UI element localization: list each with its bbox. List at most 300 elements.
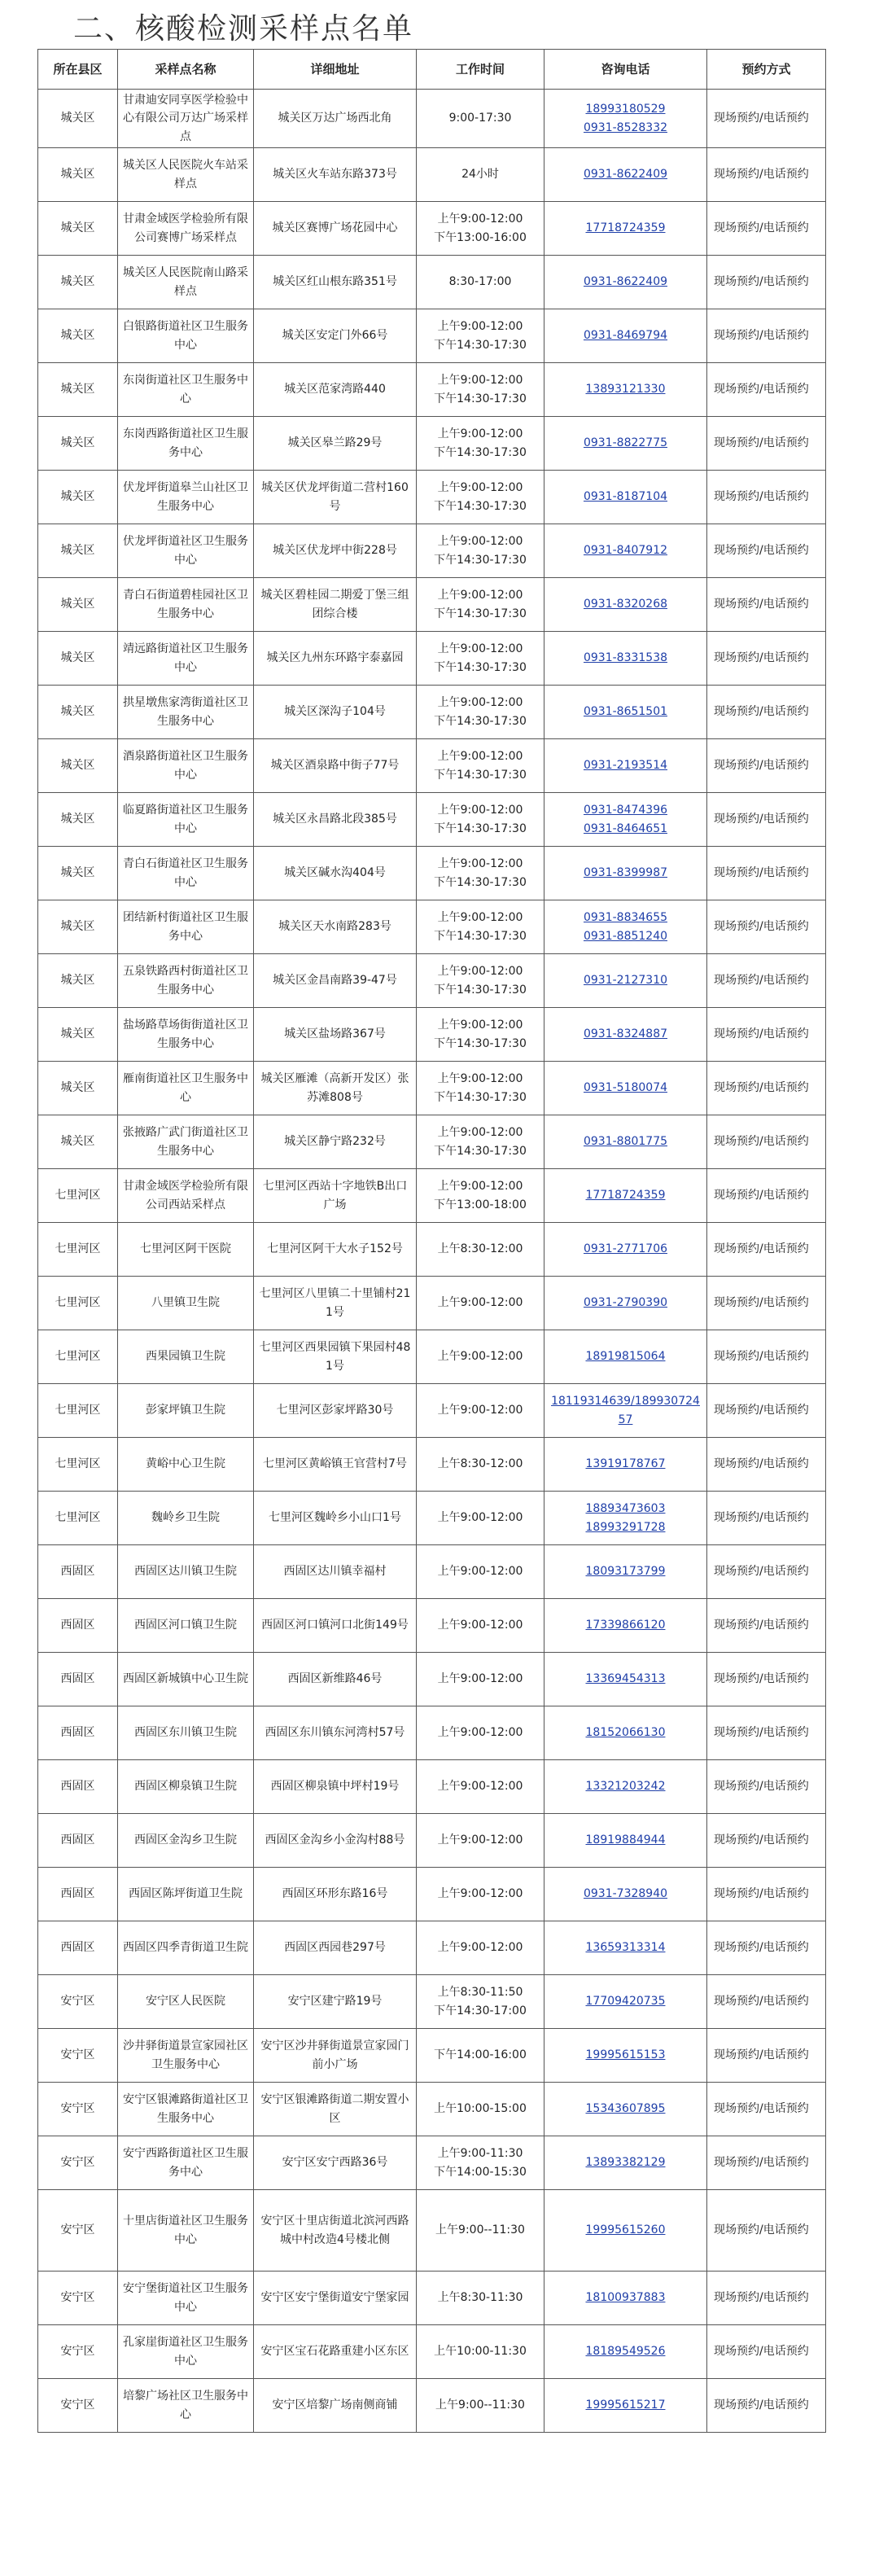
cell-site-name: 西固区新城镇中心卫生院 bbox=[118, 1653, 254, 1706]
cell-district: 城关区 bbox=[38, 524, 118, 578]
hours-line: 上午9:00-12:00 bbox=[437, 857, 523, 871]
phone-link[interactable]: 0931-8407912 bbox=[583, 544, 668, 558]
phone-link[interactable]: 0931-2790390 bbox=[583, 1296, 668, 1310]
table-row bbox=[38, 1814, 826, 1868]
phone-link[interactable]: 18919884944 bbox=[585, 1833, 666, 1847]
cell-reservation: 现场预约/电话预约 bbox=[707, 847, 826, 900]
cell-district: 城关区 bbox=[38, 739, 118, 793]
cell-district: 七里河区 bbox=[38, 1223, 118, 1277]
hours-line: 上午9:00-12:00 bbox=[437, 696, 523, 710]
cell-reservation: 现场预约/电话预约 bbox=[707, 793, 826, 847]
cell-site-name: 安宁区人民医院 bbox=[118, 1975, 254, 2029]
cell-reservation: 现场预约/电话预约 bbox=[707, 1545, 826, 1599]
hours-line: 上午8:30-12:00 bbox=[437, 1242, 523, 1256]
cell-site-name: 五泉铁路西村街道社区卫生服务中心 bbox=[118, 954, 254, 1008]
cell-site-name: 张掖路广武门街道社区卫生服务中心 bbox=[118, 1115, 254, 1169]
cell-site-name: 西固区东川镇卫生院 bbox=[118, 1706, 254, 1760]
cell-site-name: 西果园镇卫生院 bbox=[118, 1330, 254, 1384]
table-row bbox=[38, 471, 826, 524]
cell-address: 城关区酒泉路中街子77号 bbox=[254, 739, 417, 793]
cell-district: 城关区 bbox=[38, 256, 118, 309]
hours-line: 上午9:00-12:00 bbox=[437, 750, 523, 764]
table-row bbox=[38, 1975, 826, 2029]
cell-site-name: 白银路街道社区卫生服务中心 bbox=[118, 309, 254, 363]
cell-reservation: 现场预约/电话预约 bbox=[707, 90, 826, 148]
cell-phone bbox=[544, 578, 707, 632]
cell-phone bbox=[544, 1062, 707, 1115]
hours-line: 下午14:30-17:30 bbox=[434, 660, 527, 674]
cell-site-name: 培黎广场社区卫生服务中心 bbox=[118, 2379, 254, 2433]
cell-site-name: 沙井驿街道景宣家园社区卫生服务中心 bbox=[118, 2029, 254, 2083]
phone-link[interactable]: 0931-8324887 bbox=[583, 1027, 668, 1041]
phone-link[interactable]: 0931-8622409 bbox=[583, 275, 668, 289]
hours-line: 下午14:00-16:00 bbox=[434, 2048, 527, 2062]
phone-link[interactable]: 0931-8469794 bbox=[583, 329, 668, 343]
cell-address: 城关区伏龙坪中街228号 bbox=[254, 524, 417, 578]
hours-line: 上午9:00-12:00 bbox=[437, 1619, 523, 1632]
cell-address: 西固区达川镇幸福村 bbox=[254, 1545, 417, 1599]
hours-line: 下午13:00-16:00 bbox=[434, 230, 527, 244]
phone-link[interactable]: 0931-8464651 bbox=[583, 821, 668, 835]
table-row bbox=[38, 632, 826, 686]
cell-reservation: 现场预约/电话预约 bbox=[707, 632, 826, 686]
cell-hours bbox=[417, 524, 544, 578]
phone-link[interactable]: 15343607895 bbox=[585, 2102, 666, 2116]
phone-link[interactable]: 18189549526 bbox=[585, 2345, 666, 2359]
cell-hours bbox=[417, 1277, 544, 1330]
cell-site-name: 甘肃金域医学检验所有限公司赛博广场采样点 bbox=[118, 202, 254, 256]
cell-site-name: 东岗街道社区卫生服务中心 bbox=[118, 363, 254, 417]
phone-link[interactable]: 17709420735 bbox=[585, 1995, 666, 2009]
cell-reservation: 现场预约/电话预约 bbox=[707, 148, 826, 202]
cell-site-name: 魏岭乡卫生院 bbox=[118, 1492, 254, 1545]
cell-site-name: 东岗西路街道社区卫生服务中心 bbox=[118, 417, 254, 471]
cell-reservation: 现场预约/电话预约 bbox=[707, 202, 826, 256]
cell-reservation: 现场预约/电话预约 bbox=[707, 2379, 826, 2433]
cell-reservation: 现场预约/电话预约 bbox=[707, 471, 826, 524]
cell-address: 安宁区培黎广场南侧商铺 bbox=[254, 2379, 417, 2433]
phone-link[interactable]: 0931-8834655 bbox=[583, 911, 668, 925]
hours-line: 24小时 bbox=[461, 168, 499, 182]
hours-line: 上午9:00-12:00 bbox=[437, 1180, 523, 1194]
cell-district: 七里河区 bbox=[38, 1169, 118, 1223]
cell-district: 安宁区 bbox=[38, 2272, 118, 2325]
phone-link[interactable]: 17718724359 bbox=[585, 221, 666, 235]
cell-hours bbox=[417, 1008, 544, 1062]
phone-link[interactable]: 0931-8822775 bbox=[583, 436, 668, 450]
cell-phone bbox=[544, 202, 707, 256]
cell-hours bbox=[417, 417, 544, 471]
hours-line: 上午9:00-12:00 bbox=[437, 1511, 523, 1525]
table-row bbox=[38, 202, 826, 256]
cell-district: 城关区 bbox=[38, 632, 118, 686]
cell-site-name: 彭家坪镇卫生院 bbox=[118, 1384, 254, 1438]
cell-hours bbox=[417, 1115, 544, 1169]
cell-phone bbox=[544, 1330, 707, 1384]
cell-phone bbox=[544, 309, 707, 363]
hours-line: 上午9:00-11:30 bbox=[437, 2147, 523, 2161]
phone-link[interactable]: 17718724359 bbox=[585, 1189, 666, 1203]
phone-link[interactable]: 13369454313 bbox=[585, 1672, 666, 1686]
cell-site-name: 城关区人民医院火车站采样点 bbox=[118, 148, 254, 202]
cell-reservation: 现场预约/电话预约 bbox=[707, 1115, 826, 1169]
cell-reservation: 现场预约/电话预约 bbox=[707, 1599, 826, 1653]
hours-line: 上午9:00-12:00 bbox=[437, 1780, 523, 1794]
table-row bbox=[38, 1599, 826, 1653]
cell-district: 安宁区 bbox=[38, 2083, 118, 2136]
cell-address: 城关区红山根东路351号 bbox=[254, 256, 417, 309]
table-row bbox=[38, 2190, 826, 2272]
cell-reservation: 现场预约/电话预约 bbox=[707, 954, 826, 1008]
cell-site-name: 西固区柳泉镇卫生院 bbox=[118, 1760, 254, 1814]
cell-hours bbox=[417, 1438, 544, 1492]
cell-site-name: 甘肃金域医学检验所有限公司西站采样点 bbox=[118, 1169, 254, 1223]
phone-link[interactable]: 0931-8651501 bbox=[583, 705, 668, 719]
table-row bbox=[38, 1223, 826, 1277]
page-title: 二、核酸检测采样点名单 bbox=[73, 12, 414, 46]
phone-link[interactable]: 18152066130 bbox=[585, 1726, 666, 1740]
phone-link[interactable]: 19995615217 bbox=[585, 2399, 666, 2412]
cell-address: 城关区皋兰路29号 bbox=[254, 417, 417, 471]
hours-line: 下午14:30-17:30 bbox=[434, 768, 527, 782]
cell-site-name: 安宁堡街道社区卫生服务中心 bbox=[118, 2272, 254, 2325]
cell-hours bbox=[417, 1599, 544, 1653]
cell-phone bbox=[544, 1975, 707, 2029]
hours-line: 下午14:30-17:30 bbox=[434, 983, 527, 997]
hours-line: 下午13:00-18:00 bbox=[434, 1198, 527, 1211]
cell-phone bbox=[544, 256, 707, 309]
cell-address: 城关区范家湾路440 bbox=[254, 363, 417, 417]
table-row bbox=[38, 1169, 826, 1223]
cell-address: 西固区河口镇河口北街149号 bbox=[254, 1599, 417, 1653]
table-row bbox=[38, 2272, 826, 2325]
hours-line: 上午8:30-11:50 bbox=[437, 1986, 523, 2000]
table-row bbox=[38, 524, 826, 578]
cell-address: 七里河区西站十字地铁B出口广场 bbox=[254, 1169, 417, 1223]
table-row bbox=[38, 1330, 826, 1384]
cell-district: 西固区 bbox=[38, 1599, 118, 1653]
phone-link[interactable]: 0931-8851240 bbox=[583, 929, 668, 943]
cell-district: 西固区 bbox=[38, 1653, 118, 1706]
cell-district: 七里河区 bbox=[38, 1384, 118, 1438]
table-row bbox=[38, 1008, 826, 1062]
table-row bbox=[38, 578, 826, 632]
cell-district: 安宁区 bbox=[38, 2190, 118, 2272]
cell-reservation: 现场预约/电话预约 bbox=[707, 1330, 826, 1384]
cell-phone bbox=[544, 2083, 707, 2136]
table-row bbox=[38, 2136, 826, 2190]
cell-phone bbox=[544, 471, 707, 524]
column-header-site-name: 采样点名称 bbox=[118, 50, 254, 90]
cell-site-name: 黄峪中心卫生院 bbox=[118, 1438, 254, 1492]
hours-line: 上午9:00-12:00 bbox=[437, 1672, 523, 1686]
hours-line: 上午9:00-12:00 bbox=[437, 1565, 523, 1579]
table-row bbox=[38, 363, 826, 417]
cell-district: 西固区 bbox=[38, 1760, 118, 1814]
table-row bbox=[38, 417, 826, 471]
cell-address: 城关区赛博广场花园中心 bbox=[254, 202, 417, 256]
table-header-row bbox=[38, 50, 826, 90]
cell-phone bbox=[544, 954, 707, 1008]
hours-line: 下午14:30-17:30 bbox=[434, 445, 527, 459]
cell-reservation: 现场预约/电话预约 bbox=[707, 2325, 826, 2379]
cell-district: 七里河区 bbox=[38, 1330, 118, 1384]
table-row bbox=[38, 847, 826, 900]
cell-site-name: 十里店街道社区卫生服务中心 bbox=[118, 2190, 254, 2272]
cell-address: 安宁区宝石花路重建小区东区 bbox=[254, 2325, 417, 2379]
cell-reservation: 现场预约/电话预约 bbox=[707, 2136, 826, 2190]
hours-line: 上午9:00-12:00 bbox=[437, 965, 523, 979]
hours-line: 上午9:00-12:00 bbox=[437, 481, 523, 495]
table-row bbox=[38, 90, 826, 148]
cell-site-name: 西固区陈坪街道卫生院 bbox=[118, 1868, 254, 1921]
cell-district: 城关区 bbox=[38, 363, 118, 417]
cell-phone bbox=[544, 2136, 707, 2190]
cell-phone bbox=[544, 1599, 707, 1653]
cell-address: 城关区深沟子104号 bbox=[254, 686, 417, 739]
cell-district: 城关区 bbox=[38, 417, 118, 471]
cell-address: 西固区环形东路16号 bbox=[254, 1868, 417, 1921]
cell-phone bbox=[544, 1277, 707, 1330]
phone-link[interactable]: 18100937883 bbox=[585, 2291, 666, 2305]
cell-site-name: 七里河区阿干医院 bbox=[118, 1223, 254, 1277]
cell-hours bbox=[417, 2029, 544, 2083]
cell-site-name: 盐场路草场街街道社区卫生服务中心 bbox=[118, 1008, 254, 1062]
hours-line: 下午14:30-17:30 bbox=[434, 1090, 527, 1104]
table-row bbox=[38, 309, 826, 363]
hours-line: 上午9:00-12:00 bbox=[437, 1833, 523, 1847]
phone-link[interactable]: 0931-8801775 bbox=[583, 1135, 668, 1149]
hours-line: 下午14:30-17:30 bbox=[434, 607, 527, 620]
cell-phone bbox=[544, 1814, 707, 1868]
phone-link[interactable]: 18893473603 bbox=[585, 1502, 666, 1516]
cell-site-name: 酒泉路街道社区卫生服务中心 bbox=[118, 739, 254, 793]
cell-hours bbox=[417, 2272, 544, 2325]
cell-reservation: 现场预约/电话预约 bbox=[707, 1169, 826, 1223]
cell-phone bbox=[544, 793, 707, 847]
phone-link[interactable]: 18993180529 bbox=[585, 103, 666, 116]
cell-reservation: 现场预约/电话预约 bbox=[707, 2190, 826, 2272]
hours-line: 上午9:00-12:00 bbox=[437, 374, 523, 388]
cell-address: 安宁区安宁西路36号 bbox=[254, 2136, 417, 2190]
cell-phone bbox=[544, 524, 707, 578]
cell-hours bbox=[417, 793, 544, 847]
cell-district: 西固区 bbox=[38, 1706, 118, 1760]
cell-site-name: 孔家崖街道社区卫生服务中心 bbox=[118, 2325, 254, 2379]
cell-address: 城关区万达广场西北角 bbox=[254, 90, 417, 148]
hours-line: 上午9:00-12:00 bbox=[437, 642, 523, 656]
hours-line: 上午9:00-12:00 bbox=[437, 1350, 523, 1364]
cell-hours bbox=[417, 2190, 544, 2272]
cell-address: 西固区新维路46号 bbox=[254, 1653, 417, 1706]
cell-district: 安宁区 bbox=[38, 2325, 118, 2379]
cell-reservation: 现场预约/电话预约 bbox=[707, 1760, 826, 1814]
cell-phone bbox=[544, 2325, 707, 2379]
cell-hours bbox=[417, 2083, 544, 2136]
hours-line: 上午9:00--11:30 bbox=[435, 2223, 525, 2237]
cell-reservation: 现场预约/电话预约 bbox=[707, 2272, 826, 2325]
phone-link[interactable]: 19995615153 bbox=[585, 2048, 666, 2062]
cell-phone bbox=[544, 1115, 707, 1169]
column-header-district: 所在县区 bbox=[38, 50, 118, 90]
cell-reservation: 现场预约/电话预约 bbox=[707, 417, 826, 471]
hours-line: 上午9:00-12:00 bbox=[437, 804, 523, 817]
phone-link[interactable]: 0931-2771706 bbox=[583, 1242, 668, 1256]
cell-hours bbox=[417, 1653, 544, 1706]
cell-phone bbox=[544, 847, 707, 900]
hours-line: 上午9:00-12:00 bbox=[437, 1404, 523, 1417]
table-row bbox=[38, 1545, 826, 1599]
cell-hours bbox=[417, 2136, 544, 2190]
cell-district: 城关区 bbox=[38, 1008, 118, 1062]
hours-line: 上午9:00-12:00 bbox=[437, 427, 523, 441]
cell-reservation: 现场预约/电话预约 bbox=[707, 524, 826, 578]
cell-hours bbox=[417, 954, 544, 1008]
cell-reservation: 现场预约/电话预约 bbox=[707, 1814, 826, 1868]
cell-reservation: 现场预约/电话预约 bbox=[707, 578, 826, 632]
table-row bbox=[38, 1384, 826, 1438]
cell-district: 城关区 bbox=[38, 900, 118, 954]
phone-link[interactable]: 19995615260 bbox=[585, 2223, 666, 2237]
hours-line: 下午14:00-15:30 bbox=[434, 2165, 527, 2179]
hours-line: 下午14:30-17:30 bbox=[434, 1036, 527, 1050]
phone-link[interactable]: 18119314639/18993072457 bbox=[551, 1395, 700, 1426]
cell-reservation: 现场预约/电话预约 bbox=[707, 1438, 826, 1492]
cell-phone bbox=[544, 417, 707, 471]
cell-address: 西固区柳泉镇中坪村19号 bbox=[254, 1760, 417, 1814]
cell-hours bbox=[417, 1545, 544, 1599]
phone-link[interactable]: 13893382129 bbox=[585, 2156, 666, 2170]
phone-link[interactable]: 0931-8474396 bbox=[583, 804, 668, 817]
phone-link[interactable]: 0931-2127310 bbox=[583, 974, 668, 988]
cell-hours bbox=[417, 1814, 544, 1868]
cell-reservation: 现场预约/电话预约 bbox=[707, 1706, 826, 1760]
table-row bbox=[38, 2325, 826, 2379]
cell-reservation: 现场预约/电话预约 bbox=[707, 1277, 826, 1330]
cell-phone bbox=[544, 1384, 707, 1438]
hours-line: 上午9:00-12:00 bbox=[437, 1941, 523, 1955]
cell-district: 城关区 bbox=[38, 202, 118, 256]
cell-site-name: 团结新村街道社区卫生服务中心 bbox=[118, 900, 254, 954]
cell-phone bbox=[544, 2272, 707, 2325]
cell-address: 西固区东川镇东河湾村57号 bbox=[254, 1706, 417, 1760]
cell-district: 城关区 bbox=[38, 954, 118, 1008]
cell-hours bbox=[417, 1223, 544, 1277]
cell-phone bbox=[544, 1545, 707, 1599]
cell-phone bbox=[544, 2379, 707, 2433]
cell-district: 西固区 bbox=[38, 1814, 118, 1868]
cell-hours bbox=[417, 256, 544, 309]
cell-site-name: 八里镇卫生院 bbox=[118, 1277, 254, 1330]
cell-reservation: 现场预约/电话预约 bbox=[707, 1975, 826, 2029]
cell-phone bbox=[544, 632, 707, 686]
hours-line: 下午14:30-17:30 bbox=[434, 875, 527, 889]
hours-line: 下午14:30-17:30 bbox=[434, 553, 527, 567]
cell-address: 城关区金昌南路39-47号 bbox=[254, 954, 417, 1008]
hours-line: 上午10:00-11:30 bbox=[434, 2345, 527, 2359]
phone-link[interactable]: 0931-7328940 bbox=[583, 1887, 668, 1901]
cell-address: 城关区雁滩（高新开发区）张苏滩808号 bbox=[254, 1062, 417, 1115]
cell-address: 七里河区魏岭乡小山口1号 bbox=[254, 1492, 417, 1545]
hours-line: 8:30-17:00 bbox=[448, 275, 512, 289]
cell-address: 城关区天水南路283号 bbox=[254, 900, 417, 954]
phone-link[interactable]: 0931-8331538 bbox=[583, 651, 668, 665]
table-row bbox=[38, 2029, 826, 2083]
hours-line: 下午14:30-17:30 bbox=[434, 929, 527, 943]
hours-line: 上午9:00-12:00 bbox=[437, 1296, 523, 1310]
cell-district: 七里河区 bbox=[38, 1277, 118, 1330]
cell-district: 安宁区 bbox=[38, 2136, 118, 2190]
table-row bbox=[38, 1868, 826, 1921]
phone-link[interactable]: 13919178767 bbox=[585, 1457, 666, 1471]
cell-district: 城关区 bbox=[38, 686, 118, 739]
cell-hours bbox=[417, 847, 544, 900]
cell-address: 城关区永昌路北段385号 bbox=[254, 793, 417, 847]
table-row bbox=[38, 686, 826, 739]
hours-line: 上午9:00-12:00 bbox=[437, 589, 523, 602]
cell-reservation: 现场预约/电话预约 bbox=[707, 900, 826, 954]
phone-link[interactable]: 18919815064 bbox=[585, 1350, 666, 1364]
cell-address: 城关区盐场路367号 bbox=[254, 1008, 417, 1062]
phone-link[interactable]: 13321203242 bbox=[585, 1780, 666, 1794]
cell-reservation: 现场预约/电话预约 bbox=[707, 256, 826, 309]
cell-district: 七里河区 bbox=[38, 1438, 118, 1492]
phone-link[interactable]: 18993291728 bbox=[585, 1520, 666, 1534]
cell-address: 七里河区黄峪镇王官营村7号 bbox=[254, 1438, 417, 1492]
cell-site-name: 西固区达川镇卫生院 bbox=[118, 1545, 254, 1599]
table-row bbox=[38, 2379, 826, 2433]
cell-site-name: 城关区人民医院南山路采样点 bbox=[118, 256, 254, 309]
cell-hours bbox=[417, 1384, 544, 1438]
phone-link[interactable]: 17339866120 bbox=[585, 1619, 666, 1632]
cell-district: 城关区 bbox=[38, 1115, 118, 1169]
cell-site-name: 安宁区银滩路街道社区卫生服务中心 bbox=[118, 2083, 254, 2136]
cell-hours bbox=[417, 1868, 544, 1921]
cell-phone bbox=[544, 2190, 707, 2272]
cell-reservation: 现场预约/电话预约 bbox=[707, 309, 826, 363]
phone-link[interactable]: 0931-8187104 bbox=[583, 490, 668, 504]
phone-link[interactable]: 0931-8320268 bbox=[583, 598, 668, 611]
cell-hours bbox=[417, 2379, 544, 2433]
cell-site-name: 安宁西路街道社区卫生服务中心 bbox=[118, 2136, 254, 2190]
cell-reservation: 现场预约/电话预约 bbox=[707, 1062, 826, 1115]
cell-reservation: 现场预约/电话预约 bbox=[707, 1868, 826, 1921]
phone-link[interactable]: 13893121330 bbox=[585, 383, 666, 396]
cell-site-name: 拱星墩焦家湾街道社区卫生服务中心 bbox=[118, 686, 254, 739]
hours-line: 上午9:00-12:00 bbox=[437, 911, 523, 925]
cell-district: 七里河区 bbox=[38, 1492, 118, 1545]
table-row bbox=[38, 739, 826, 793]
cell-address: 七里河区西果园镇下果园村481号 bbox=[254, 1330, 417, 1384]
cell-hours bbox=[417, 1760, 544, 1814]
cell-address: 安宁区安宁堡街道安宁堡家园 bbox=[254, 2272, 417, 2325]
cell-phone bbox=[544, 1653, 707, 1706]
phone-link[interactable]: 0931-5180074 bbox=[583, 1081, 668, 1095]
phone-link[interactable]: 0931-8528332 bbox=[583, 120, 668, 134]
phone-link[interactable]: 0931-2193514 bbox=[583, 759, 668, 773]
phone-link[interactable]: 18093173799 bbox=[585, 1565, 666, 1579]
phone-link[interactable]: 0931-8399987 bbox=[583, 866, 668, 880]
cell-hours bbox=[417, 632, 544, 686]
hours-line: 下午14:30-17:00 bbox=[434, 2004, 527, 2017]
cell-reservation: 现场预约/电话预约 bbox=[707, 686, 826, 739]
table-row bbox=[38, 954, 826, 1008]
cell-phone bbox=[544, 1169, 707, 1223]
phone-link[interactable]: 0931-8622409 bbox=[583, 168, 668, 182]
phone-link[interactable]: 13659313314 bbox=[585, 1941, 666, 1955]
table-row bbox=[38, 1921, 826, 1975]
cell-address: 安宁区沙井驿街道景宣家园门前小广场 bbox=[254, 2029, 417, 2083]
